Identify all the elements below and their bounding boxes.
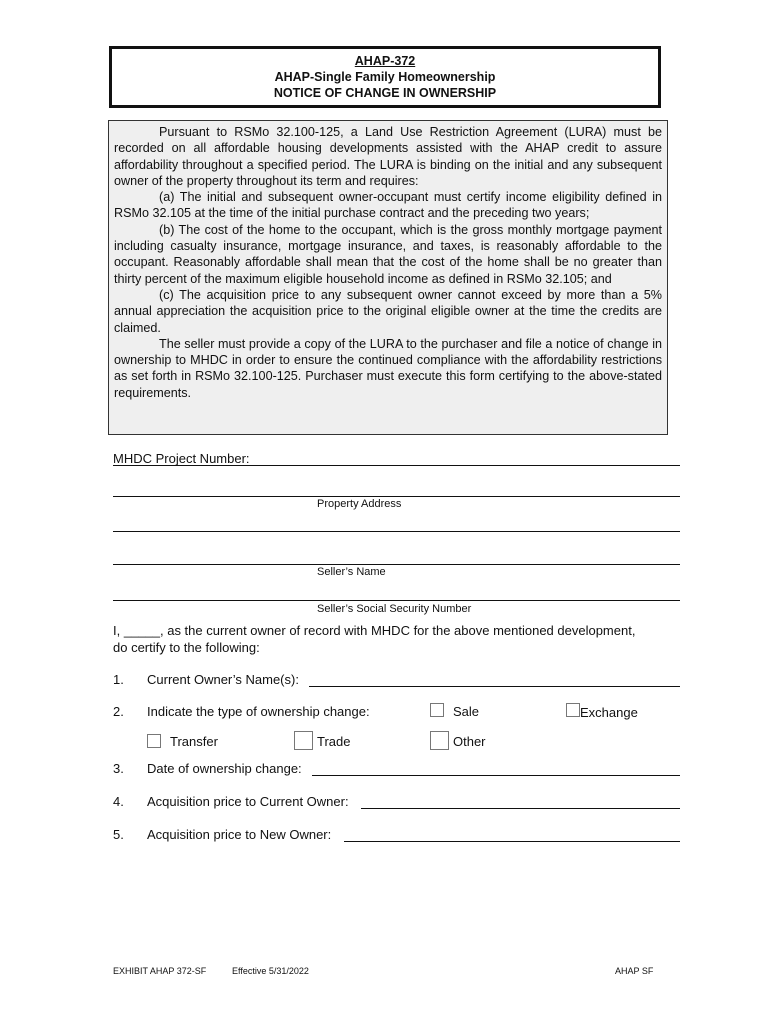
lura-notice	[108, 120, 668, 435]
trade-label: Trade	[317, 734, 351, 749]
exchange-checkbox[interactable]	[566, 703, 580, 717]
item-number-3: 3.	[113, 761, 124, 776]
lura-paragraph-a: (a) The initial and subsequent owner-occupant must certify income eligibility defined in RSMo 32.105 at the time of the initial purchase contract and the preceding two years;	[114, 190, 662, 221]
item-number-1: 1.	[113, 672, 124, 687]
project-number-label: MHDC Project Number:	[113, 451, 250, 466]
sale-checkbox[interactable]	[430, 703, 444, 717]
price-current-line[interactable]	[361, 808, 680, 809]
footer-effective: Effective 5/31/2022	[232, 966, 309, 976]
item-number-5: 5.	[113, 827, 124, 842]
transfer-checkbox[interactable]	[147, 734, 161, 748]
seller-name-caption: Seller’s Name	[317, 566, 386, 578]
other-checkbox[interactable]	[430, 731, 449, 750]
footer-exhibit: EXHIBIT AHAP 372-SF	[113, 966, 207, 976]
price-new-label: Acquisition price to New Owner:	[147, 827, 332, 842]
form-code: AHAP-372	[354, 54, 416, 68]
ownership-change-label: Indicate the type of ownership change:	[147, 704, 370, 719]
lura-paragraph-seller: The seller must provide a copy of the LURA to the purchaser and file a notice of change in ownership to MHDC in order to ensure the continued compliance with the affordability restrictions as set forth in RSMo 32.100-125. Purchaser must execute this form certifying to the above-stated requirements.	[114, 336, 662, 400]
lura-paragraph-c: (c) The acquisition price to any subsequent owner cannot exceed by more than a 5% annual appreciation the acquisition price to the original eligible owner at the time the credits are claimed.	[114, 287, 662, 335]
price-current-label: Acquisition price to Current Owner:	[147, 794, 349, 809]
trade-checkbox[interactable]	[294, 731, 313, 750]
certify-line-2: do certify to the following:	[113, 640, 260, 655]
form-header	[109, 46, 661, 108]
property-address-line[interactable]	[113, 496, 680, 497]
form-title: NOTICE OF CHANGE IN OWNERSHIP	[273, 86, 497, 100]
property-address-caption: Property Address	[317, 498, 402, 510]
transfer-label: Transfer	[170, 734, 218, 749]
item-number-2: 2.	[113, 704, 124, 719]
date-change-line[interactable]	[312, 775, 680, 776]
current-owner-line[interactable]	[309, 686, 680, 687]
seller-name-line-2[interactable]	[113, 564, 680, 565]
current-owner-label: Current Owner’s Name(s):	[147, 672, 299, 687]
seller-ssn-line[interactable]	[113, 600, 680, 601]
lura-paragraph-intro: Pursuant to RSMo 32.100-125, a Land Use Restriction Agreement (LURA) must be recorded on all affordable housing developments assisted with the AHAP credit to assure affordability throughout a specified period. The LURA is binding on the initial and any subsequent owner of the property throughout its term and requires:	[114, 125, 662, 188]
footer-program: AHAP SF	[615, 966, 654, 976]
item-number-4: 4.	[113, 794, 124, 809]
exchange-label: Exchange	[580, 705, 638, 720]
date-change-label: Date of ownership change:	[147, 761, 302, 776]
seller-name-line-1[interactable]	[113, 531, 680, 532]
project-number-line[interactable]	[113, 465, 680, 466]
sale-label: Sale	[453, 704, 480, 719]
certify-line-1: I, _____, as the current owner of record with MHDC for the above mentioned development,	[113, 623, 636, 638]
seller-ssn-caption: Seller’s Social Security Number	[317, 603, 472, 615]
other-label: Other	[453, 734, 486, 749]
price-new-line[interactable]	[344, 841, 680, 842]
lura-paragraph-b: (b) The cost of the home to the occupant, which is the gross monthly mortgage payment including casualty insurance, mortgage insurance, and taxes, is reasonably affordable to the occupant. Reasonably affordable shall mean that the cost of the home shall be no greater than thirty percent of the maximum eligible household income as defined in RSMo 32.105; and	[114, 222, 662, 286]
program-name: AHAP-Single Family Homeownership	[274, 70, 496, 84]
